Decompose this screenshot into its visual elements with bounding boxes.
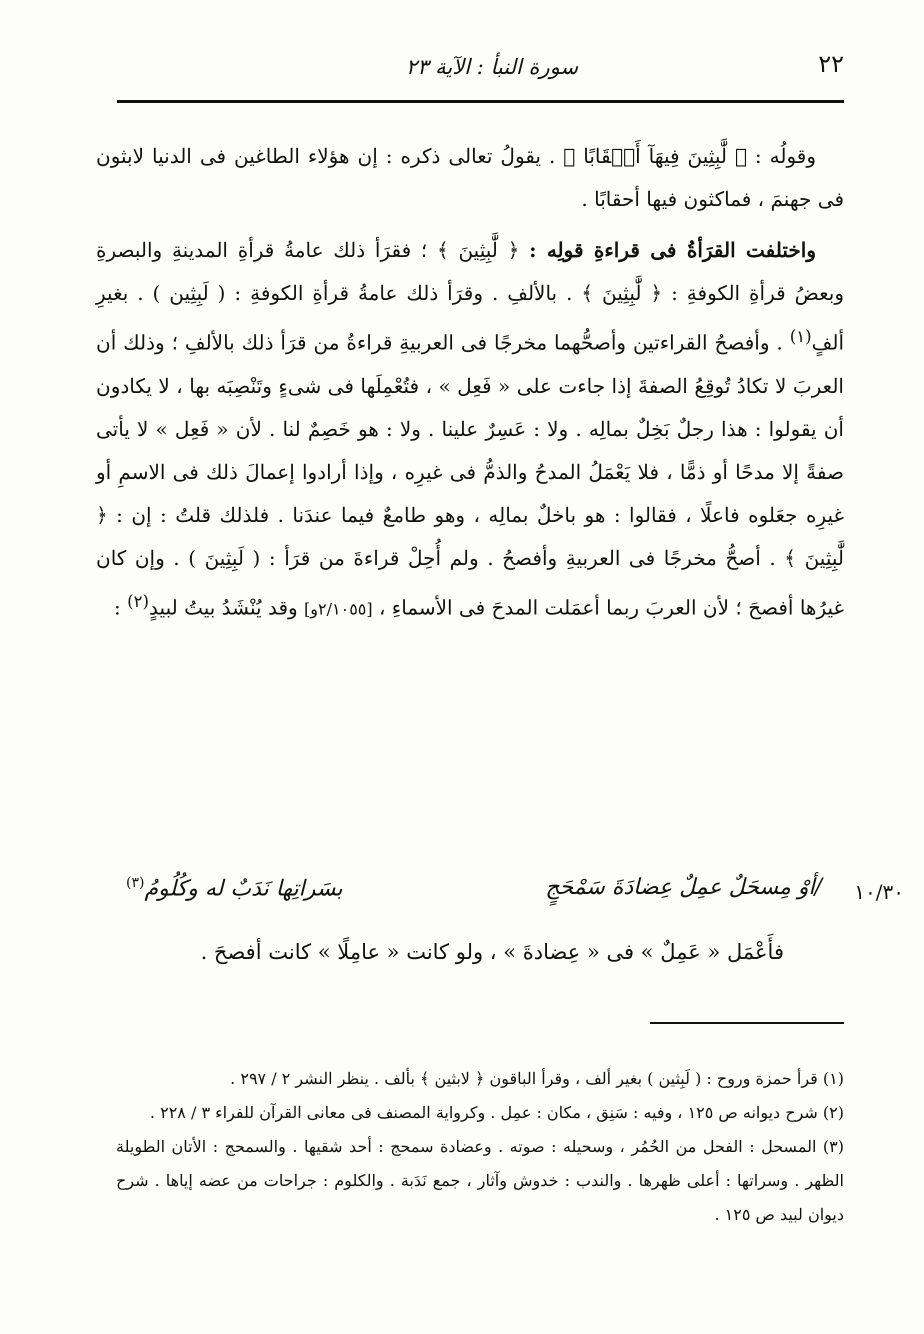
footnote-2: (٢) شرح ديوانه ص ١٢٥ ، وفيه : سَنِق ، مكان : عمِل . وكرواية المصنف فى معانى القرآن للفراء ٣ / ٢٢٨ .	[149, 1103, 844, 1122]
footnote-rule	[650, 1022, 844, 1024]
footnote-ref-2: (٢)	[127, 591, 150, 611]
poem-commentary: فأَعْمَل « عَمِلٌ » فى « عِضادةَ » ، ولو كانت « عامِلًا » كانت أفصحَ .	[200, 940, 784, 964]
poem-hemistich-2	[126, 875, 343, 901]
footnote-ref-3: (٣)	[126, 875, 145, 891]
page-number: ٢٢	[818, 50, 844, 78]
footnote-1: (١) قرأ حمزة وروح : ( لَبِثين ) بغير ألف ، وقرأ الباقون ﴿ لابثين ﴾ بألف . ينظر النشر ٢ / ٢٩٧ .	[230, 1069, 844, 1088]
footnote-3: (٣) المسحل : الفحل من الحُمُر ، وسحيله : صوته . وعضادة سمحج : أحد شقيها . والسمحج : الأتان الطويلة الظهر . وسراتها : أعلى ظهرها . والندب : خدوش وآثار ، جمع نَدَبة . والكلوم : جراحات من عضه إياها . شرح ديوان لبيد ص ١٢٥ .	[116, 1137, 845, 1224]
footnotes	[116, 1062, 844, 1232]
main-text	[96, 135, 844, 630]
paragraph-2-text-b: . وأفصحُ القراءتين وأصحُّهما مخرجًا فى العربيةِ قراءةُ من قرَأ ذلك بالألفِ ؛ وذلك أن العربَ لا تكادُ تُوقِعُ الصفةَ إذا جاءت على « فَعِل » ، فتُعْمِلَها فى شىءٍ وتَنْصِبَه بها ، لا يكادون أن يقولوا : هذا رجلٌ بَخِلٌ بمالِه . ولا : عَسِرٌ علينا . ولا : هو خَصِمٌ لنا . لأن « فَعِل » لا يأتى صفةً إلا مدحًا أو ذمًّا ، فلا يَعْمَلُ المدحُ والذمُّ فى غيرِه ، وإذا أرادوا إعمالَ ذلك فى الاسمِ أو غيرِه جعَلوه فاعلًا ، فقالوا : هو باخلٌ بمالِه ، وهو طامعٌ فيما عندَنا . فلذلك قلتُ : إن : ﴿ لَّٰبِثِينَ ﴾ . أصحُّ مخرجًا فى العربيةِ وأفصحُ . ولم أُحِلْ قراءةَ من قرَأ : ( لَبِثِينَ ) . وإن كان غيرُها أفصحَ ؛ لأن العربَ ربما أعمَلت المدحَ فى الأسماءِ ،	[96, 330, 844, 620]
header-rule	[117, 100, 844, 103]
margin-reference: ١٠/٣٠	[854, 880, 904, 904]
footnote-ref-1: (١)	[789, 327, 812, 346]
running-header	[0, 55, 924, 79]
paragraph-2-lead: واختلفت القرَأةُ فى قراءةِ قولِه :	[529, 238, 817, 262]
poem-hemistich-1: /أوْ مِسحَلٌ عمِلٌ عِضادَةَ سَمْحَجٍ	[545, 875, 822, 900]
paragraph-2	[96, 229, 844, 630]
paragraph-1: وقولُه : ﴿ لَّٰبِثِينَ فِيهَآ أَحۡقَابًا ﴾ . يقولُ تعالى ذكره : إن هؤلاء الطاغين فى الدنيا لابثون فى جهنمَ ، فماكثون فيها أحقابًا .	[96, 144, 844, 211]
paragraph-2-text-c: وقد يُنْشَدُ بيتُ لبيدٍ	[149, 595, 305, 620]
paragraph-2-text-a: ﴿ لَّٰبِثِينَ ﴾ ؛ فقرَأ ذلك عامةُ قرأةِ المدينةِ والبصرةِ وبعضُ قرأةِ الكوفةِ : ﴿ لَّٰبِثِينَ ﴾ . بالألفِ . وقرَأ ذلك عامةُ قرأةِ الكوفةِ : ( لَبِثِين ) . بغيرِ ألفٍ	[96, 238, 844, 355]
manuscript-marker: [٢/١٠٥٥و]	[304, 599, 373, 619]
paragraph-2-end: :	[113, 595, 128, 620]
running-header-title: سورة النبأ : الآية ٢٣	[405, 55, 579, 79]
poem-hemistich-2-text: بسَراتِها نَدَبٌ له وكُلُومُ	[144, 876, 343, 902]
